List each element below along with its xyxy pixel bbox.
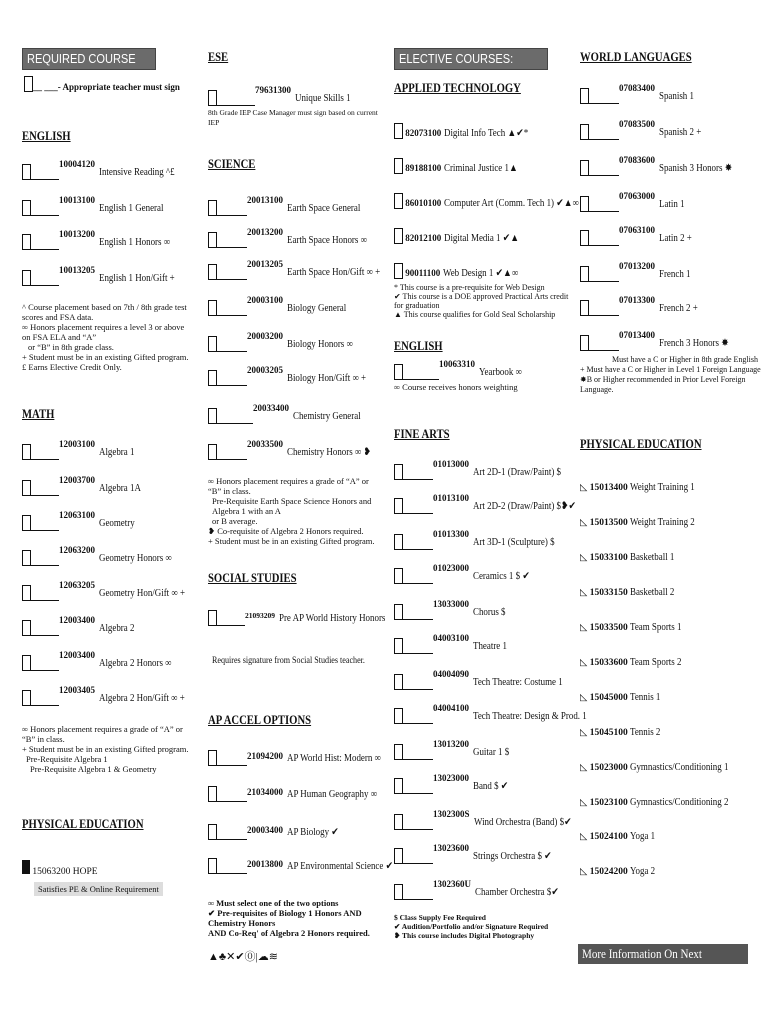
course-row[interactable]: $^{01013000}$ Art 2D-1 (Draw/Paint) $ xyxy=(394,462,577,480)
course-row[interactable]: $^{12063100}$ Geometry xyxy=(22,513,141,531)
course-checkbox[interactable] xyxy=(22,164,31,180)
course-checkbox[interactable] xyxy=(394,158,403,174)
course-row[interactable]: $^{20003100}$ Biology General xyxy=(208,298,357,316)
pe-checkbox-icon[interactable]: ◺ xyxy=(580,867,588,877)
course-row[interactable]: 20003400 AP Biology ✔ xyxy=(208,822,348,840)
course-row[interactable]: $^{12003100}$ Algebra 1 xyxy=(22,442,141,460)
course-checkbox[interactable] xyxy=(208,750,217,766)
math-header: MATH xyxy=(22,406,55,421)
course-row[interactable]: $^{20033500}$ Chemistry Honors ∞ ❥ xyxy=(208,442,386,460)
course-row[interactable]: $^{07083500}$ Spanish 2 + xyxy=(580,122,709,140)
course-row[interactable]: ◺ 15023000 Gymnastics/Conditioning 1 xyxy=(580,762,729,773)
pe-left-header: PHYSICAL EDUCATION xyxy=(22,816,144,831)
tech-notes: * This course is a pre-requisite for Web Design ✔ This course is a DOE approved Practical Arts credit for graduation ▲ This course qualifies for Gold Seal Scholarship xyxy=(394,283,569,319)
course-row[interactable]: $^{20013100}$ Earth Space General xyxy=(208,198,373,216)
course-row[interactable]: ◺ 15013400 Weight Training 1 xyxy=(580,482,695,493)
course-checkbox[interactable] xyxy=(208,232,217,248)
course-row[interactable]: $^{01023000}$ Ceramics 1 $ ✔ xyxy=(394,566,540,584)
social-note: Requires signature from Social Studies teacher. xyxy=(212,656,365,666)
course-checkbox[interactable] xyxy=(22,444,31,460)
course-checkbox[interactable] xyxy=(394,123,403,139)
english-header: ENGLISH xyxy=(22,128,71,143)
course-row[interactable]: $^{13023600}$ Strings Orchestra $ ✔ xyxy=(394,846,566,864)
course-checkbox[interactable] xyxy=(394,604,403,620)
ese-header: ESE xyxy=(208,49,229,64)
pe-checkbox-icon[interactable]: ◺ xyxy=(580,798,588,808)
course-checkbox[interactable] xyxy=(22,480,31,496)
course-checkbox[interactable] xyxy=(394,228,403,244)
course-row[interactable]: $^{12063200}$ Geometry Honors ∞ xyxy=(22,548,185,566)
course-row[interactable]: $^{12003400}$ Algebra 2 xyxy=(22,618,141,636)
pe-checkbox-icon[interactable]: ◺ xyxy=(580,832,588,842)
course-row[interactable]: $^{20003205}$ Biology Hon/Gift ∞ + xyxy=(208,368,380,386)
course-checkbox[interactable] xyxy=(22,234,31,250)
social-studies-header: SOCIAL STUDIES xyxy=(208,570,297,585)
course-checkbox[interactable] xyxy=(394,884,403,900)
course-row[interactable]: $^{13033000}$ Chorus $ xyxy=(394,602,511,620)
course-row[interactable]: 82073100 Digital Info Tech ▲✔* xyxy=(394,123,543,139)
math-notes: ∞ Honors placement requires a grade of “A” or “B” in class. + Student must be in an existing Gifted program. Pre-Requisite Algebra 1 Pre-Requisite Algebra 1 & Geometry xyxy=(22,724,189,774)
course-checkbox[interactable] xyxy=(580,196,589,212)
english-elective-header: ENGLISH xyxy=(394,338,443,353)
course-row[interactable]: 89188100 Criminal Justice 1▲ xyxy=(394,158,530,174)
course-row[interactable]: $^{07013200}$ French 1 xyxy=(580,264,696,282)
course-checkbox[interactable] xyxy=(394,464,403,480)
pe-checkbox-icon[interactable]: ◺ xyxy=(580,728,588,738)
course-checkbox[interactable] xyxy=(208,90,217,106)
required-course-header: REQUIRED COURSE xyxy=(22,48,156,70)
course-checkbox[interactable] xyxy=(208,610,217,626)
course-checkbox[interactable] xyxy=(394,744,403,760)
course-row[interactable]: $^{07063000}$ Latin 1 xyxy=(580,194,689,212)
course-checkbox[interactable] xyxy=(22,200,31,216)
course-row[interactable]: $^{12003405}$ Algebra 2 Hon/Gift ∞ + xyxy=(22,688,200,706)
course-row[interactable]: $^{1302360U}$ Chamber Orchestra $✔ xyxy=(394,882,574,900)
course-checkbox[interactable] xyxy=(208,336,217,352)
course-row[interactable]: ◺ 15024100 Yoga 1 xyxy=(580,831,656,842)
course-checkbox[interactable] xyxy=(22,550,31,566)
pe-checkbox-icon[interactable]: ◺ xyxy=(580,763,588,773)
fine-arts-notes: $ Class Supply Fee Required ✔ Audition/Portfolio and/or Signature Required ❥ This course includes Digital Photography xyxy=(394,913,549,940)
course-row[interactable]: ◺ 15045100 Tennis 2 xyxy=(580,727,661,738)
course-row[interactable]: $^{10063310}$ Yearbook ∞ xyxy=(394,362,529,380)
course-row[interactable]: $^{79631300}$ Unique Skills 1 xyxy=(208,88,360,106)
course-row[interactable]: $^{13023000}$ Band $ ✔ xyxy=(394,776,514,794)
pe-checkbox-icon[interactable]: ◺ xyxy=(580,658,588,668)
course-row[interactable]: $^{12003400}$ Algebra 2 Honors ∞ xyxy=(22,653,184,671)
pe-checkbox-icon[interactable]: ◺ xyxy=(580,588,588,598)
fine-arts-header: FINE ARTS xyxy=(394,426,450,441)
course-row[interactable]: $^{20013205}$ Earth Space Hon/Gift ∞ + xyxy=(208,262,397,280)
course-checkbox[interactable] xyxy=(580,335,589,351)
ap-symbol-icons: ▲♣✕✔⓪|☁≋ xyxy=(208,951,278,963)
course-checkbox[interactable] xyxy=(394,638,403,654)
course-row[interactable]: ◺ 15033600 Team Sports 2 xyxy=(580,657,682,668)
pe-checkbox-icon[interactable]: ◺ xyxy=(580,693,588,703)
course-row[interactable]: ◺ 15033500 Team Sports 1 xyxy=(580,622,682,633)
course-row[interactable]: $^{04004090}$ Tech Theatre: Costume 1 xyxy=(394,672,579,690)
course-checkbox[interactable] xyxy=(22,655,31,671)
course-checkbox[interactable] xyxy=(394,498,403,514)
course-checkbox[interactable] xyxy=(208,370,217,386)
course-checkbox[interactable] xyxy=(394,674,403,690)
course-checkbox[interactable] xyxy=(580,124,589,140)
course-row[interactable]: $^{07063100}$ Latin 2 + xyxy=(580,228,698,246)
course-checkbox[interactable] xyxy=(22,620,31,636)
legend-checkbox xyxy=(24,76,33,92)
course-checkbox[interactable] xyxy=(22,270,31,286)
course-row[interactable]: ◺ 15023100 Gymnastics/Conditioning 2 xyxy=(580,797,729,808)
course-row[interactable]: $^{10013205}$ English 1 Hon/Gift + xyxy=(22,268,188,286)
ap-accel-header: AP ACCEL OPTIONS xyxy=(208,712,312,727)
course-row[interactable]: $^{10013200}$ English 1 Honors ∞ xyxy=(22,232,183,250)
course-checkbox[interactable] xyxy=(394,364,403,380)
course-checkbox[interactable] xyxy=(580,300,589,316)
required-legend: __ ___- Appropriate teacher must sign xyxy=(24,76,180,92)
course-row[interactable]: 21093209 Pre AP World History Honors xyxy=(208,608,404,626)
course-checkbox[interactable] xyxy=(580,230,589,246)
course-row[interactable]: 21094200 AP World Hist: Modern ∞ xyxy=(208,748,397,766)
course-row[interactable]: $^{07013300}$ French 2 + xyxy=(580,298,705,316)
course-row[interactable]: 21034000 AP Human Geography ∞ xyxy=(208,784,393,802)
hope-checkbox[interactable] xyxy=(22,860,30,874)
course-row[interactable]: $^{01013300}$ Art 3D-1 (Sculpture) $ xyxy=(394,532,569,550)
course-checkbox[interactable] xyxy=(394,708,403,724)
course-checkbox[interactable] xyxy=(580,266,589,282)
course-row[interactable]: $^{07083400}$ Spanish 1 xyxy=(580,86,700,104)
course-checkbox[interactable] xyxy=(580,88,589,104)
hope-note: Satisfies PE & Online Requirement xyxy=(34,882,163,896)
course-checkbox[interactable] xyxy=(208,408,217,424)
course-row[interactable]: $^{04004100}$ Tech Theatre: Design & Prod. 1 xyxy=(394,706,607,724)
course-checkbox[interactable] xyxy=(22,515,31,531)
course-checkbox[interactable] xyxy=(22,585,31,601)
course-row[interactable]: $^{20013200}$ Earth Space Honors ∞ xyxy=(208,230,381,248)
course-row[interactable]: $^{12063205}$ Geometry Hon/Gift ∞ + xyxy=(22,583,200,601)
more-info-footer[interactable]: More Information On Next Page… xyxy=(578,944,748,964)
course-checkbox[interactable] xyxy=(394,263,403,279)
course-checkbox[interactable] xyxy=(394,778,403,794)
course-checkbox[interactable] xyxy=(394,568,403,584)
course-checkbox[interactable] xyxy=(208,824,217,840)
hope-row[interactable]: 15063200 HOPE xyxy=(22,860,98,877)
science-header: SCIENCE xyxy=(208,156,256,171)
course-row[interactable]: ◺ 15033150 Basketball 2 xyxy=(580,587,675,598)
course-row[interactable]: 86010100 Computer Art (Comm. Tech 1) ✔▲∞ xyxy=(394,193,602,209)
pe-checkbox-icon[interactable]: ◺ xyxy=(580,623,588,633)
course-row[interactable]: $^{07013400}$ French 3 Honors ✸ xyxy=(580,333,741,351)
course-row[interactable]: 20013800 AP Environmental Science ✔ xyxy=(208,856,412,874)
course-checkbox[interactable] xyxy=(208,200,217,216)
ap-notes: ∞ Must select one of the two options ✔ Pre-requisites of Biology 1 Honors AND Chemistry Honors AND Co-Req' of Algebra 2 Honors required. xyxy=(208,898,370,938)
course-checkbox[interactable] xyxy=(580,160,589,176)
course-row[interactable]: $^{13013200}$ Guitar 1 $ xyxy=(394,742,516,760)
pe-checkbox-icon[interactable]: ◺ xyxy=(580,518,588,528)
language-notes: Must have a C or Higher in 8th grade English + Must have a C or Higher in Level 1 Foreign Language ✸B or Higher recommended in Prior Level Foreign Language. xyxy=(580,355,761,394)
pe-checkbox-icon[interactable]: ◺ xyxy=(580,483,588,493)
pe-checkbox-icon[interactable]: ◺ xyxy=(580,553,588,563)
course-checkbox[interactable] xyxy=(394,814,403,830)
course-row[interactable]: $^{12003700}$ Algebra 1A xyxy=(22,478,148,496)
course-checkbox[interactable] xyxy=(22,690,31,706)
yearbook-note: ∞ Course receives honors weighting xyxy=(394,382,518,392)
course-row[interactable]: $^{1302300S}$ Wind Orchestra (Band) $✔ xyxy=(394,812,588,830)
english-notes: ^ Course placement based on 7th / 8th grade test scores and FSA data. ∞ Honors placement requires a level 3 or above on FSA ELA and “A” or “B” in 8th grade class. + Student must be in an existing Gifted program. £ Earns Elective Credit Only. xyxy=(22,302,189,372)
course-checkbox[interactable] xyxy=(208,444,217,460)
course-checkbox[interactable] xyxy=(394,193,403,209)
course-row[interactable]: ◺ 15033100 Basketball 1 xyxy=(580,552,675,563)
course-row[interactable]: $^{07083600}$ Spanish 3 Honors ✸ xyxy=(580,158,745,176)
course-checkbox[interactable] xyxy=(208,264,217,280)
course-row[interactable]: 90011100 Web Design 1 ✔▲∞ xyxy=(394,263,531,279)
course-row[interactable]: ◺ 15013500 Weight Training 2 xyxy=(580,517,695,528)
applied-tech-header: APPLIED TECHNOLOGY xyxy=(394,80,521,95)
course-row[interactable]: $^{04003100}$ Theatre 1 xyxy=(394,636,513,654)
world-languages-header: WORLD LANGUAGES xyxy=(580,49,692,64)
course-row[interactable]: $^{20033400}$ Chemistry General xyxy=(208,406,373,424)
course-checkbox[interactable] xyxy=(208,858,217,874)
course-checkbox[interactable] xyxy=(394,534,403,550)
course-row[interactable]: $^{10004120}$ Intensive Reading ^£ xyxy=(22,162,188,180)
course-checkbox[interactable] xyxy=(394,848,403,864)
course-row[interactable]: 82012100 Digital Media 1 ✔▲ xyxy=(394,228,532,244)
course-row[interactable]: ◺ 15024200 Yoga 2 xyxy=(580,866,656,877)
pe-right-header: PHYSICAL EDUCATION xyxy=(580,436,702,451)
course-row[interactable]: $^{01013100}$ Art 2D-2 (Draw/Paint) $❥✔ xyxy=(394,496,594,514)
ese-note: 8th Grade IEP Case Manager must sign based on current IEP xyxy=(208,108,378,127)
elective-header: ELECTIVE COURSES: xyxy=(394,48,548,70)
course-checkbox[interactable] xyxy=(208,786,217,802)
course-checkbox[interactable] xyxy=(208,300,217,316)
course-row[interactable]: ◺ 15045000 Tennis 1 xyxy=(580,692,661,703)
course-row[interactable]: $^{20003200}$ Biology Honors ∞ xyxy=(208,334,365,352)
science-notes: ∞ Honors placement requires a grade of “A” or “B” in class. Pre-Requisite Earth Space Science Honors and Algebra 1 with an A or B average. ❥ Co-requisite of Algebra 2 Honors required. + Student must be in an existing Gifted program. xyxy=(208,476,375,546)
course-row[interactable]: $^{10013100}$ English 1 General xyxy=(22,198,175,216)
